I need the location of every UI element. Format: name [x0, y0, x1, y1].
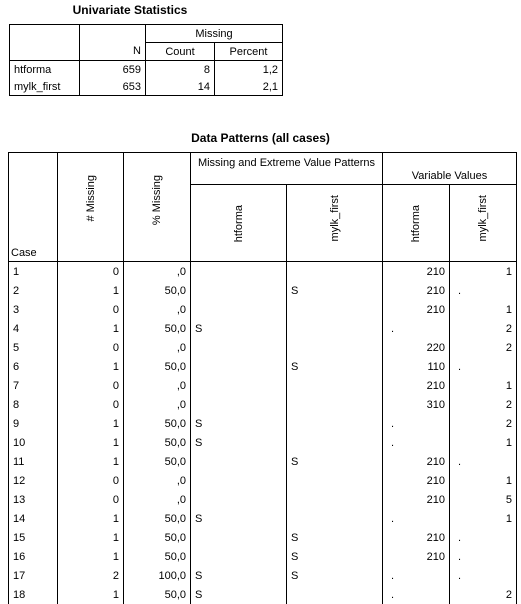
pattern-row	[9, 585, 517, 604]
value-htforma: .	[383, 509, 450, 528]
n-missing-value: 0	[58, 300, 124, 319]
variable-values-header: Variable Values	[383, 153, 517, 185]
pattern-htforma	[191, 281, 287, 300]
pattern-mylk: S	[287, 547, 383, 566]
pattern-mylk: S	[287, 281, 383, 300]
pattern-htforma: S	[191, 566, 287, 585]
pattern-mylk: S	[287, 528, 383, 547]
n-missing-value: 1	[58, 528, 124, 547]
value-htforma: 310	[383, 395, 450, 414]
mev-group-header: Missing and Extreme Value Patterns	[191, 153, 383, 185]
pct-missing-value: 100,0	[124, 566, 191, 585]
pattern-row	[9, 262, 517, 282]
value-htforma-header: htforma	[410, 204, 422, 243]
case-number: 18	[9, 585, 58, 604]
value-htforma: 210	[383, 376, 450, 395]
value-mylk: 2	[450, 395, 517, 414]
value-mylk: 5	[450, 490, 517, 509]
pct-missing-value: 50,0	[124, 281, 191, 300]
percent-value: 2,1	[215, 78, 283, 96]
n-missing-value: 1	[58, 433, 124, 452]
case-header: Case	[9, 153, 58, 262]
value-mylk: 2	[450, 319, 517, 338]
pattern-mylk	[287, 262, 383, 282]
pattern-htforma	[191, 376, 287, 395]
pattern-htforma-header: htforma	[232, 204, 245, 243]
value-htforma: 220	[383, 338, 450, 357]
n-missing-value: 1	[58, 547, 124, 566]
value-mylk: .	[450, 357, 517, 376]
patterns-table	[8, 152, 517, 604]
n-missing-header: # Missing	[84, 175, 97, 222]
case-number: 4	[9, 319, 58, 338]
pattern-mylk-header: mylk_first	[328, 194, 341, 242]
pattern-htforma	[191, 452, 287, 471]
pattern-row	[9, 300, 517, 319]
n-header: N	[80, 43, 146, 61]
n-missing-value: 1	[58, 319, 124, 338]
pct-missing-value: ,0	[124, 395, 191, 414]
pattern-htforma: S	[191, 319, 287, 338]
case-number: 10	[9, 433, 58, 452]
value-mylk: 1	[450, 433, 517, 452]
pattern-row	[9, 319, 517, 338]
n-missing-value: 1	[58, 452, 124, 471]
pattern-htforma	[191, 528, 287, 547]
value-mylk: 1	[450, 471, 517, 490]
value-htforma: 210	[383, 281, 450, 300]
pattern-row	[9, 566, 517, 585]
pattern-mylk	[287, 319, 383, 338]
n-value: 659	[80, 61, 146, 79]
value-htforma: 110	[383, 357, 450, 376]
n-missing-value: 0	[58, 376, 124, 395]
case-number: 14	[9, 509, 58, 528]
pattern-htforma	[191, 300, 287, 319]
pct-missing-value: ,0	[124, 338, 191, 357]
value-mylk: 1	[450, 509, 517, 528]
n-missing-value: 1	[58, 281, 124, 300]
value-mylk: 2	[450, 338, 517, 357]
case-number: 12	[9, 471, 58, 490]
value-mylk: .	[450, 528, 517, 547]
n-missing-value: 1	[58, 357, 124, 376]
case-number: 11	[9, 452, 58, 471]
pct-missing-value: 50,0	[124, 452, 191, 471]
pattern-row	[9, 433, 517, 452]
n-missing-value: 2	[58, 566, 124, 585]
pattern-htforma	[191, 490, 287, 509]
pct-missing-value: 50,0	[124, 433, 191, 452]
variable-name: mylk_first	[10, 78, 80, 96]
pattern-htforma	[191, 262, 287, 282]
variable-name: htforma	[10, 61, 80, 79]
pattern-htforma: S	[191, 585, 287, 604]
univariate-row	[10, 61, 283, 79]
value-htforma: .	[383, 414, 450, 433]
pct-missing-value: ,0	[124, 471, 191, 490]
case-number: 17	[9, 566, 58, 585]
pct-missing-value: 50,0	[124, 414, 191, 433]
pattern-row	[9, 414, 517, 433]
n-missing-value: 0	[58, 262, 124, 282]
case-number: 13	[9, 490, 58, 509]
pct-missing-value: ,0	[124, 262, 191, 282]
pct-missing-value: 50,0	[124, 585, 191, 604]
value-htforma: 210	[383, 471, 450, 490]
percent-value: 1,2	[215, 61, 283, 79]
value-htforma: 210	[383, 547, 450, 566]
pattern-htforma	[191, 547, 287, 566]
n-missing-value: 1	[58, 509, 124, 528]
pattern-row	[9, 395, 517, 414]
value-htforma: 210	[383, 490, 450, 509]
n-missing-value: 1	[58, 585, 124, 604]
pattern-htforma: S	[191, 414, 287, 433]
n-value: 653	[80, 78, 146, 96]
case-number: 7	[9, 376, 58, 395]
pattern-row	[9, 509, 517, 528]
pattern-mylk	[287, 471, 383, 490]
percent-header: Percent	[215, 43, 283, 61]
pct-missing-value: ,0	[124, 300, 191, 319]
pattern-row	[9, 547, 517, 566]
case-number: 5	[9, 338, 58, 357]
value-htforma: 210	[383, 452, 450, 471]
value-mylk: .	[450, 452, 517, 471]
pattern-mylk	[287, 376, 383, 395]
value-htforma: .	[383, 566, 450, 585]
patterns-title: Data Patterns (all cases)	[191, 131, 330, 145]
case-number: 8	[9, 395, 58, 414]
value-htforma: 210	[383, 262, 450, 282]
pct-missing-value: 50,0	[124, 528, 191, 547]
missing-group-header: Missing	[146, 25, 283, 43]
case-number: 6	[9, 357, 58, 376]
value-htforma: .	[383, 585, 450, 604]
n-missing-value: 0	[58, 395, 124, 414]
pattern-row	[9, 452, 517, 471]
pct-missing-value: 50,0	[124, 319, 191, 338]
pattern-mylk	[287, 414, 383, 433]
n-missing-value: 0	[58, 471, 124, 490]
pct-missing-header: % Missing	[151, 175, 163, 226]
value-mylk: .	[450, 281, 517, 300]
case-number: 9	[9, 414, 58, 433]
n-missing-value: 0	[58, 490, 124, 509]
univariate-row	[10, 78, 283, 96]
value-htforma: 210	[383, 528, 450, 547]
value-mylk: 2	[450, 414, 517, 433]
pct-missing-value: 50,0	[124, 357, 191, 376]
value-htforma: .	[383, 319, 450, 338]
pattern-row	[9, 357, 517, 376]
pattern-mylk	[287, 509, 383, 528]
count-value: 14	[146, 78, 215, 96]
count-header: Count	[146, 43, 215, 61]
n-missing-value: 0	[58, 338, 124, 357]
value-mylk: 1	[450, 376, 517, 395]
pattern-row	[9, 528, 517, 547]
value-htforma: 210	[383, 300, 450, 319]
pattern-mylk	[287, 395, 383, 414]
value-mylk: .	[450, 566, 517, 585]
count-value: 8	[146, 61, 215, 79]
univariate-table	[9, 24, 283, 96]
case-number: 3	[9, 300, 58, 319]
pct-missing-value: ,0	[124, 490, 191, 509]
pattern-htforma	[191, 357, 287, 376]
value-mylk: 1	[450, 262, 517, 282]
value-mylk: 2	[450, 585, 517, 604]
pattern-mylk	[287, 300, 383, 319]
pct-missing-value: ,0	[124, 376, 191, 395]
pattern-row	[9, 338, 517, 357]
pattern-row	[9, 490, 517, 509]
case-number: 1	[9, 262, 58, 282]
pattern-mylk	[287, 338, 383, 357]
pattern-htforma	[191, 338, 287, 357]
case-number: 16	[9, 547, 58, 566]
pattern-row	[9, 471, 517, 490]
pct-missing-value: 50,0	[124, 509, 191, 528]
value-mylk: .	[450, 547, 517, 566]
value-mylk-header: mylk_first	[477, 194, 489, 242]
pattern-htforma	[191, 395, 287, 414]
case-number: 2	[9, 281, 58, 300]
univariate-title: Univariate Statistics	[72, 3, 188, 17]
pattern-row	[9, 281, 517, 300]
pattern-htforma: S	[191, 509, 287, 528]
pattern-mylk	[287, 585, 383, 604]
pattern-row	[9, 376, 517, 395]
pattern-mylk	[287, 490, 383, 509]
pattern-mylk	[287, 433, 383, 452]
pattern-htforma: S	[191, 433, 287, 452]
value-htforma: .	[383, 433, 450, 452]
pattern-mylk: S	[287, 452, 383, 471]
pattern-htforma	[191, 471, 287, 490]
value-mylk: 1	[450, 300, 517, 319]
n-missing-value: 1	[58, 414, 124, 433]
pattern-mylk: S	[287, 566, 383, 585]
pattern-mylk: S	[287, 357, 383, 376]
pct-missing-value: 50,0	[124, 547, 191, 566]
case-number: 15	[9, 528, 58, 547]
